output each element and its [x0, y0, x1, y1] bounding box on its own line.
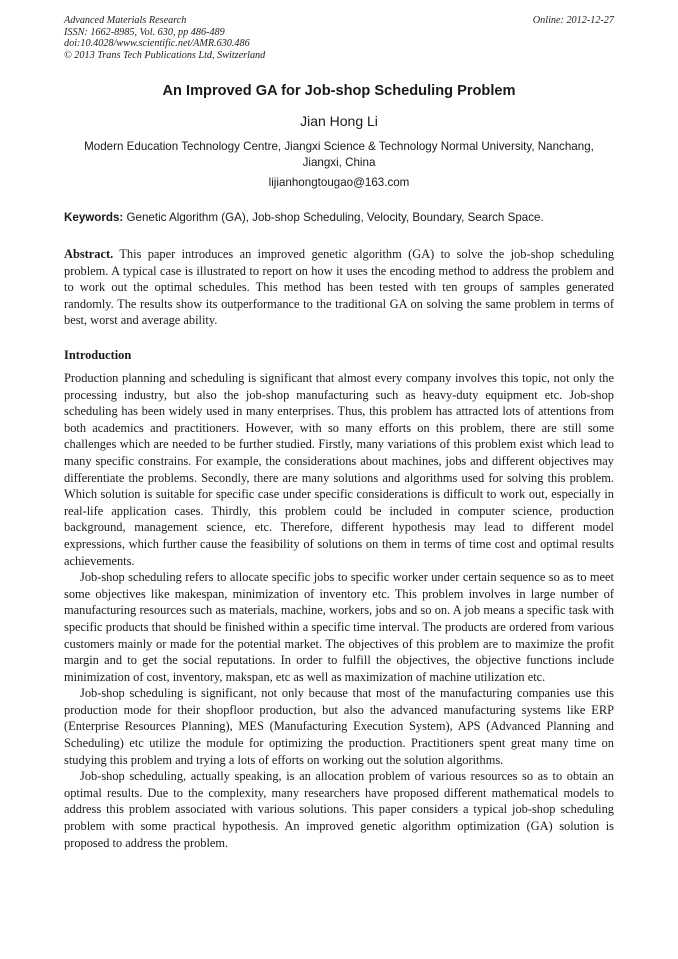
abstract-section [64, 246, 614, 329]
intro-paragraph-1: Production planning and scheduling is significant that almost every company involves this topic, not only the processing industry, but also the job-shop manufacturing such as heavy-duty equipment etc. Job-shop scheduling has been widely used in many enterprises. Thus, this problem has attracted lots of attentions from both academics and practitioners. However, with so many efforts on this problem, there are still some challenges which are needed to be further studied. Firstly, many variations of this problem exist which lead to many specific constrains. For example, the considerations about machines, jobs and different objectives may differentiate the problems. Secondly, there are many solutions and algorithms used for solving this problem. Which solution is suitable for specific case under specific considerations is difficult to work out, especially in real-life application cases. Thirdly, this problem could be included in computer science, production background, management science, etc. Therefore, different hypothesis may lead to different model expressions, which further cause the feasibility of solutions on them in terms of time cost and optimal results achievements. [64, 371, 614, 568]
keywords-label: Keywords: [64, 211, 124, 224]
author-email: lijianhongtougao@163.com [268, 176, 410, 189]
intro-paragraph-4: Job-shop scheduling, actually speaking, is an allocation problem of various resources so as to obtain an optimal results. Due to the complexity, many researchers have proposed different mathematical models to address this problem associated with various solutions. This paper considers a typical job-shop scheduling problem with some practical hypothesis. An improved genetic algorithm optimization (GA) solution is proposed to address the problem. [64, 769, 614, 850]
copyright-line: © 2013 Trans Tech Publications Ltd, Switzerland [64, 49, 266, 61]
author-affiliation: Modern Education Technology Centre, Jiangxi Science & Technology Normal University, Nanchang, Jiangxi, China [84, 140, 594, 169]
journal-info [64, 15, 614, 61]
keywords-text: Genetic Algorithm (GA), Job-shop Scheduling, Velocity, Boundary, Search Space. [126, 211, 544, 224]
abstract-text: This paper introduces an improved genetic algorithm (GA) to solve the job-shop scheduling problem. A typical case is illustrated to report on how it uses the encoding method to address the problem and to work out the optimal schedules. This method has been tested with ten groups of samples generated randomly. The results show its outperformance to the traditional GA on solving the same problem in terms of best, worst and average ability. [64, 247, 615, 328]
intro-paragraph-2: Job-shop scheduling refers to allocate specific jobs to specific worker under certain sequence so as to meet some objectives like makespan, minimization of inventory etc. This problem involves in large number of manufacturing resources such as materials, machine, workers, jobs and so on. A job means a specific task with specific products that should be finished within a specific time interval. The products are ordered from various customers mainly or made for the potential market. The objectives of this problem are to maximize the profit margin and to get the social reputations. In order to fulfill the objectives, the objective functions include minimization of cost, inventory, makspan, etc as well as maximization of machine utilization etc. [64, 570, 614, 684]
keywords-section [64, 210, 614, 225]
intro-paragraph-3: Job-shop scheduling is significant, not only because that most of the manufacturing companies use this production mode for their shopfloor production, but also the advanced manufacturing systems like ERP (Enterprise Resources Planning), MES (Manufacturing Execution System), APS (Advanced Planning and Scheduling) etc utilize the module for optimizing the production. Practitioners spent great many time on studying this problem and trying a lots of efforts on working out the solution algorithms. [64, 686, 614, 767]
doi-line: doi:10.4028/www.scientific.net/AMR.630.486 [64, 38, 250, 50]
introduction-body [64, 370, 614, 851]
author-name: Jian Hong Li [300, 113, 378, 129]
journal-name: Advanced Materials Research [64, 15, 187, 26]
running-header [64, 15, 614, 61]
introduction-heading: Introduction [64, 348, 132, 362]
online-date: Online: 2012-12-27 [532, 15, 614, 26]
issn-line: ISSN: 1662-8985, Vol. 630, pp 486-489 [64, 26, 225, 38]
paper-title: An Improved GA for Job-shop Scheduling Problem [162, 83, 516, 99]
abstract-label: Abstract. [64, 247, 114, 261]
